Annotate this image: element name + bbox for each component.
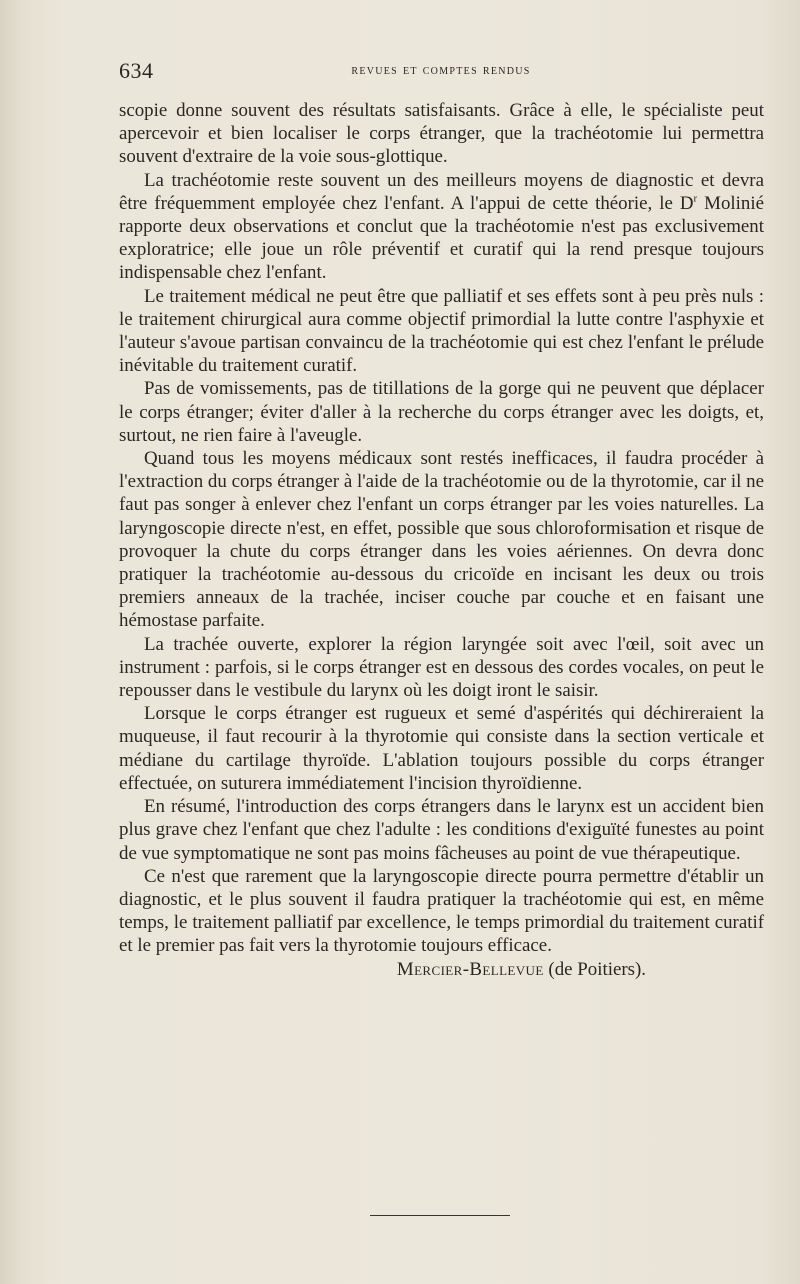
paragraph-7: Lorsque le corps étranger est rugueux et semé d'aspérités qui déchireraient la muqueuse, il faut recourir à la thyrotomie qui consiste dans la section verticale et médiane du cartilage thyroïde. L'ablation toujours possible du corps étranger effectuée, on suturera immédiatement l'incision thyroïdienne. [119,703,764,794]
author-name: Mercier-Bellevue [396,958,544,980]
paragraph-2-rest: Molinié rapporte deux observations et conclut que la trachéotomie n'est pas exclusivement exploratrice; elle joue un rôle préventif et curatif qui la rend presque toujours indispensable chez l'enfant. [119,192,764,284]
author-place: (de Poitiers). [543,958,646,980]
article-body [119,99,764,981]
paragraph-6: La trachée ouverte, explorer la région laryngée soit avec l'œil, soit avec un instrument : parfois, si le corps étranger est en dessous des cordes vocales, on peut le repousser dans le vestibule du larynx où les doigt iront le saisir. [119,633,764,702]
paragraph-5: Quand tous les moyens médicaux sont restés inefficaces, il faudra procéder à l'extraction du corps étranger à l'aide de la trachéotomie ou de la thyrotomie, car il ne faut pas songer à enlever chez l'enfant un corps étranger par les voies naturelles. La laryngoscopie directe n'est, en effet, possible que sous chloroformisation et risque de provoquer la chute du corps étranger dans les voies aériennes. On devra donc pratiquer la trachéotomie au-dessous du cricoïde en incisant les deux ou trois premiers anneaux de la trachée, inciser couche par couche et en faisant une hémostase parfaite. [119,448,764,632]
author-signature [119,958,764,981]
paragraph-8: En résumé, l'introduction des corps étrangers dans le larynx est un accident bien plus grave chez l'enfant que chez l'adulte : les conditions d'exiguïté funestes au point de vue symptomatique ne sont pas moins fâcheuses au point de vue thérapeutique. [119,796,764,864]
running-head: revues et comptes rendus [351,62,531,78]
paragraph-2-start: La trachéotomie reste souvent un des meilleurs moyens de diagnostic et devra être fréquemment employée chez l'enfant. A l'appui de cette théorie, le D [119,169,764,214]
paragraph-4: Pas de vomissements, pas de titillations de la gorge qui ne peuvent que déplacer le corps étranger; éviter d'aller à la recherche du corps étranger avec les doigts, et, surtout, ne rien faire à l'aveugle. [119,378,764,446]
paragraph-9: Ce n'est que rarement que la laryngoscopie directe pourra permettre d'établir un diagnostic, et le plus souvent il faudra pratiquer la trachéotomie qui est, en même temps, le traitement palliatif par excellence, le temps primordial du traitement curatif et le premier pas fait vers la thyrotomie toujours efficace. [119,865,764,957]
paragraph-3: Le traitement médical ne peut être que palliatif et ses effets sont à peu près nuls : le traitement chirurgical aura comme objectif primordial la lutte contre l'asphyxie et l'auteur s'avoue partisan convaincu de la trachéotomie qui est chez l'enfant le prélude inévitable du traitement curatif. [119,285,764,377]
paragraph-1: scopie donne souvent des résultats satisfaisants. Grâce à elle, le spécialiste peut apercevoir et bien localiser le corps étranger, que la trachéotomie lui permettra souvent d'extraire de la voie sous-glottique. [119,100,764,168]
paragraph-2 [119,169,764,285]
end-rule [370,1215,510,1216]
doctor-superscript: r [693,192,698,205]
page-number: 634 [119,58,154,83]
page-header [119,58,763,84]
